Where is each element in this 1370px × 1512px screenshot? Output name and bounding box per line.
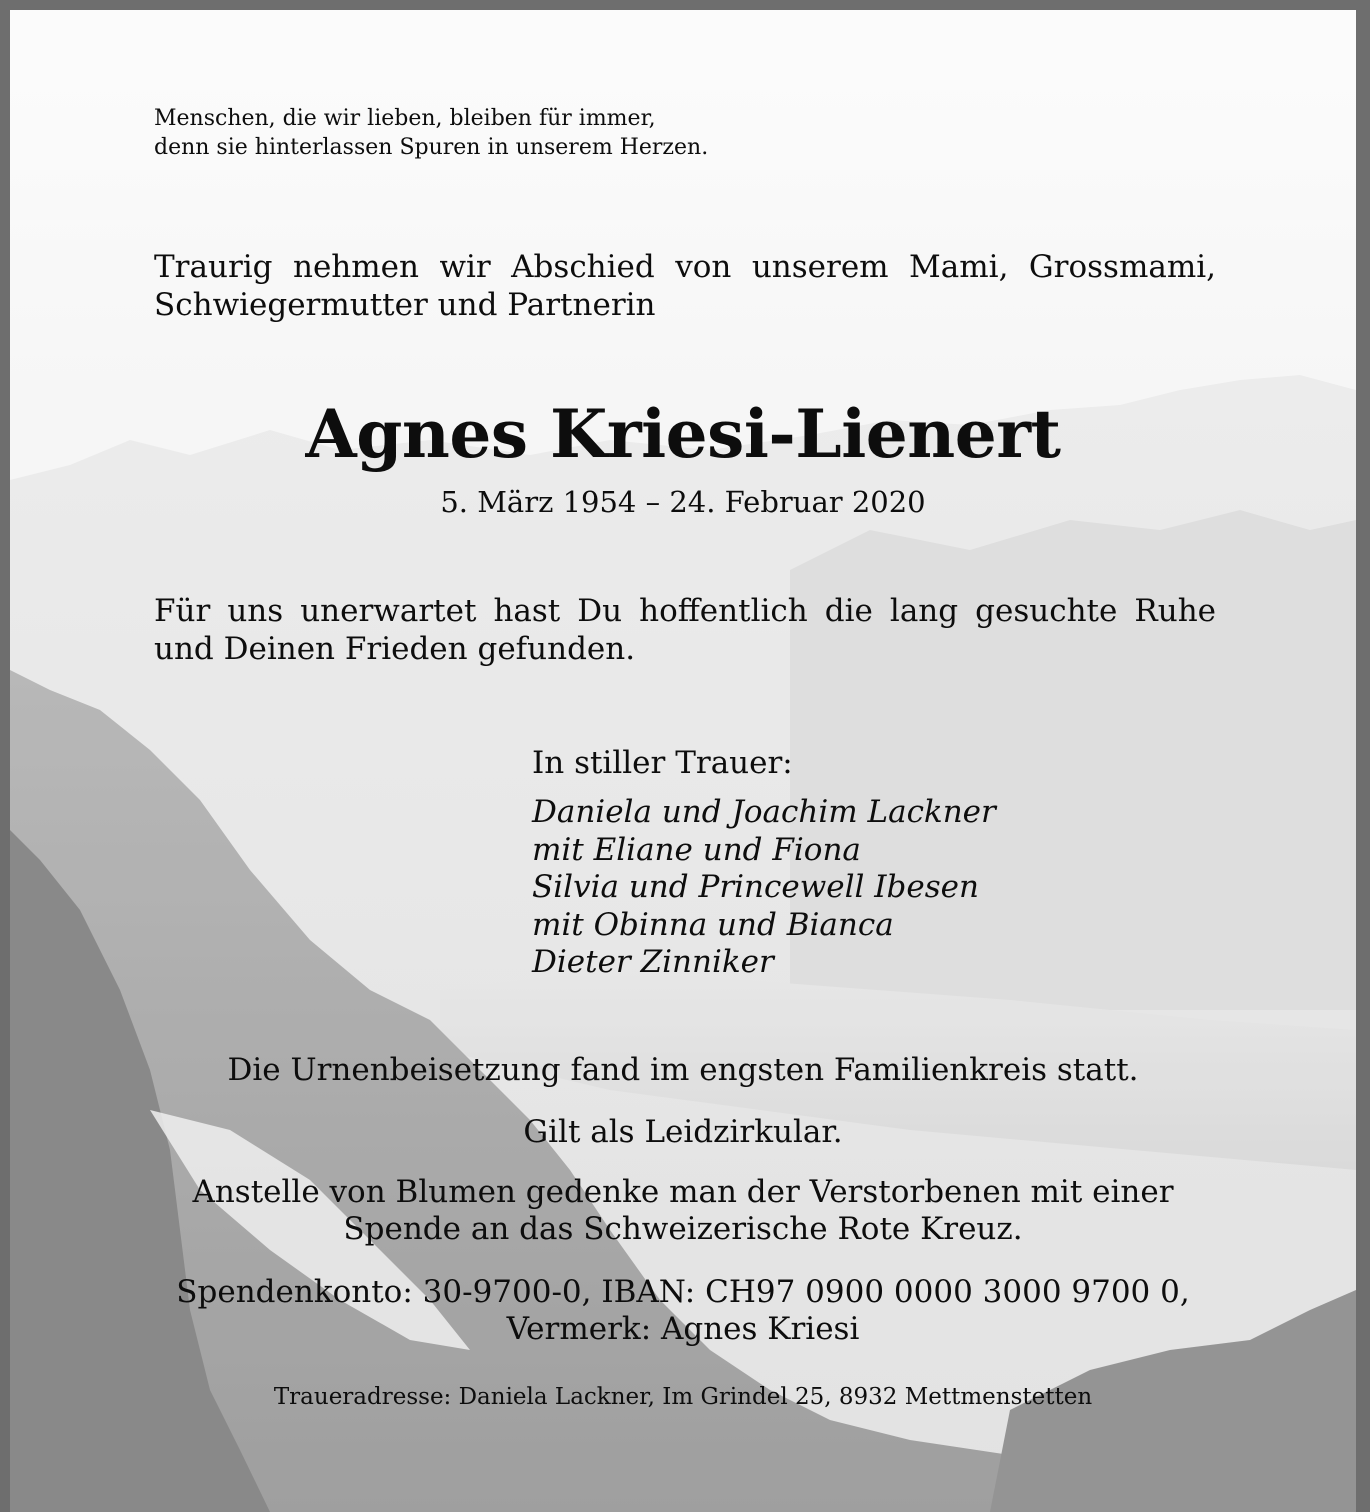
donation-account-line: Spendenkonto: 30-9700-0, IBAN: CH97 0900 0000 3000 9700 0, xyxy=(176,1274,1190,1310)
farewell-message: Für uns unerwartet hast Du hoffentlich die lang gesuchte Ruhe und Deinen Frieden gefunden. xyxy=(154,593,1216,667)
motto xyxy=(154,104,854,162)
burial-notice: Die Urnenbeisetzung fand im engsten Familienkreis statt. xyxy=(227,1052,1139,1088)
donation-request-line: Anstelle von Blumen gedenke man der Verstorbenen mit einer xyxy=(192,1174,1174,1210)
mourner-name: mit Obinna und Bianca xyxy=(532,906,894,943)
mourners-list xyxy=(532,794,996,982)
mourning-heading: In stiller Trauer: xyxy=(532,745,793,781)
life-dates: 5. März 1954 – 24. Februar 2020 xyxy=(440,485,926,519)
leidzirkular-notice: Gilt als Leidzirkular. xyxy=(523,1114,843,1150)
mourner-name: Silvia und Princewell Ibesen xyxy=(532,869,979,905)
donation-account-line: Vermerk: Agnes Kriesi xyxy=(506,1311,860,1347)
donation-request-line: Spende an das Schweizerische Rote Kreuz. xyxy=(343,1211,1023,1247)
deceased-name: Agnes Kriesi-Lienert xyxy=(305,395,1061,473)
mourning-address: Traueradresse: Daniela Lackner, Im Grindel 25, 8932 Mettmenstetten xyxy=(273,1384,1093,1410)
mourner-name: mit Eliane und Fiona xyxy=(532,831,861,868)
donation-request xyxy=(10,1174,1356,1248)
motto-line: denn sie hinterlassen Spuren in unserem Herzen. xyxy=(154,135,709,160)
intro-text: Traurig nehmen wir Abschied von unserem Mami, Grossmami, Schwiegermutter und Partnerin xyxy=(154,249,1216,323)
mourner-name: Daniela und Joachim Lackner xyxy=(532,794,996,830)
donation-account xyxy=(10,1274,1356,1348)
motto-line: Menschen, die wir lieben, bleiben für immer, xyxy=(154,106,656,131)
obituary-page xyxy=(10,10,1356,1512)
mourner-name: Dieter Zinniker xyxy=(532,944,774,980)
